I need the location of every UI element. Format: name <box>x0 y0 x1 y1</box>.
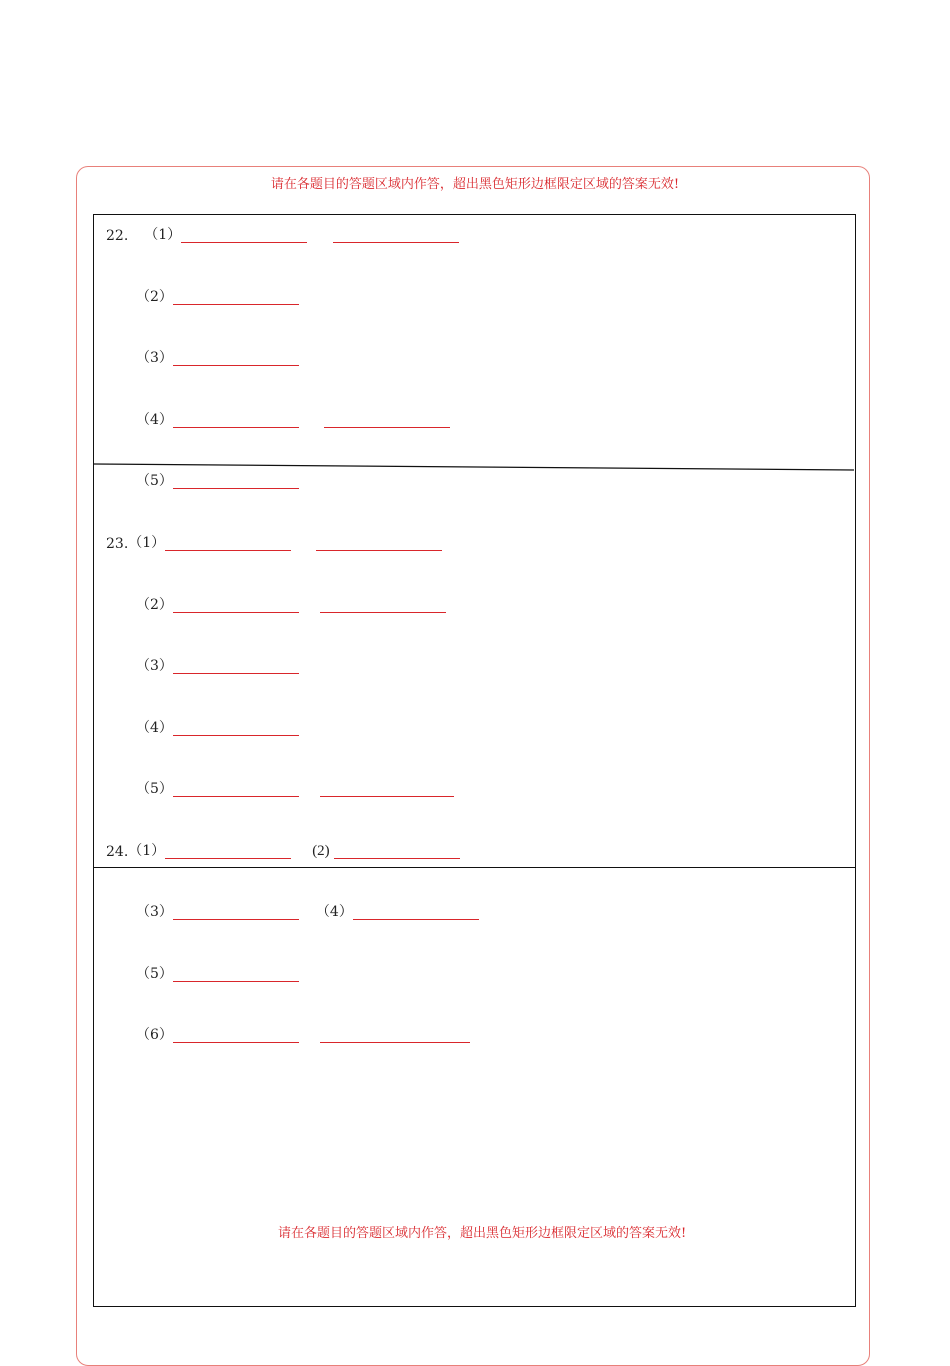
q24-1-blank[interactable] <box>165 857 291 859</box>
q22-3-blank[interactable] <box>173 364 299 366</box>
q23-row-3 <box>136 655 299 675</box>
q24-3-blank[interactable] <box>173 918 299 920</box>
q24-row-1 <box>106 840 460 860</box>
q22-row-4 <box>136 409 450 429</box>
q23-row-4 <box>136 717 299 737</box>
q23-part-3-label: （3） <box>136 658 173 674</box>
q22-row-5 <box>136 470 299 490</box>
q24-row-6 <box>136 1024 470 1044</box>
q24-part-4-label: （4） <box>315 904 353 920</box>
q23-4-blank[interactable] <box>173 734 299 736</box>
q24-part-1-label: （1） <box>128 843 166 859</box>
q24-part-3-label: （3） <box>136 904 173 920</box>
q22-part-1-label: （1） <box>144 227 182 243</box>
q23-part-1-label: （1） <box>128 535 166 551</box>
q22-part-4-label: （4） <box>136 412 173 428</box>
q23-1-blank-b[interactable] <box>316 549 442 551</box>
q24-part-5-label: （5） <box>136 966 173 982</box>
q22-4-blank-b[interactable] <box>324 426 450 428</box>
q24-5-blank[interactable] <box>173 980 299 982</box>
q23-number: 23. <box>106 536 129 552</box>
q22-part-3-label: （3） <box>136 350 173 366</box>
q22-4-blank-a[interactable] <box>173 426 299 428</box>
warning-notice-top: 请在各题目的答题区域内作答，超出黑色矩形边框限定区域的答案无效! <box>270 177 680 192</box>
q22-1-blank-a[interactable] <box>181 241 307 243</box>
warning-notice-bottom: 请在各题目的答题区域内作答，超出黑色矩形边框限定区域的答案无效! <box>278 1226 687 1241</box>
q24-4-blank[interactable] <box>353 918 479 920</box>
q23-5-blank-a[interactable] <box>173 795 299 797</box>
q24-part-6-label: （6） <box>136 1027 173 1043</box>
q23-3-blank[interactable] <box>173 672 299 674</box>
q22-number: 22. <box>106 228 129 244</box>
q22-1-blank-b[interactable] <box>333 241 459 243</box>
q24-part-2-label: (2) <box>312 843 330 859</box>
q23-part-5-label: （5） <box>136 781 173 797</box>
q22-part-2-label: （2） <box>136 289 173 305</box>
q23-part-2-label: （2） <box>136 597 173 613</box>
q22-row-3 <box>136 347 299 367</box>
q24-6-blank-b[interactable] <box>320 1041 470 1043</box>
answer-box-lower <box>93 867 856 1307</box>
q23-row-5 <box>136 778 454 798</box>
q23-row-2 <box>136 594 446 614</box>
q24-row-5 <box>136 963 299 983</box>
q22-part-5-label: （5） <box>136 473 173 489</box>
q23-row-1 <box>106 532 442 552</box>
q23-2-blank-b[interactable] <box>320 611 446 613</box>
q23-5-blank-b[interactable] <box>320 795 454 797</box>
q22-2-blank[interactable] <box>173 303 299 305</box>
q24-2-blank[interactable] <box>334 857 460 859</box>
q22-row-2 <box>136 286 299 306</box>
q23-1-blank-a[interactable] <box>165 549 291 551</box>
q23-2-blank-a[interactable] <box>173 611 299 613</box>
q24-number: 24. <box>106 844 129 860</box>
q22-row-1 <box>106 224 459 244</box>
q24-row-3 <box>136 901 479 921</box>
q22-5-blank[interactable] <box>173 487 299 489</box>
q24-6-blank-a[interactable] <box>173 1041 299 1043</box>
q23-part-4-label: （4） <box>136 720 173 736</box>
